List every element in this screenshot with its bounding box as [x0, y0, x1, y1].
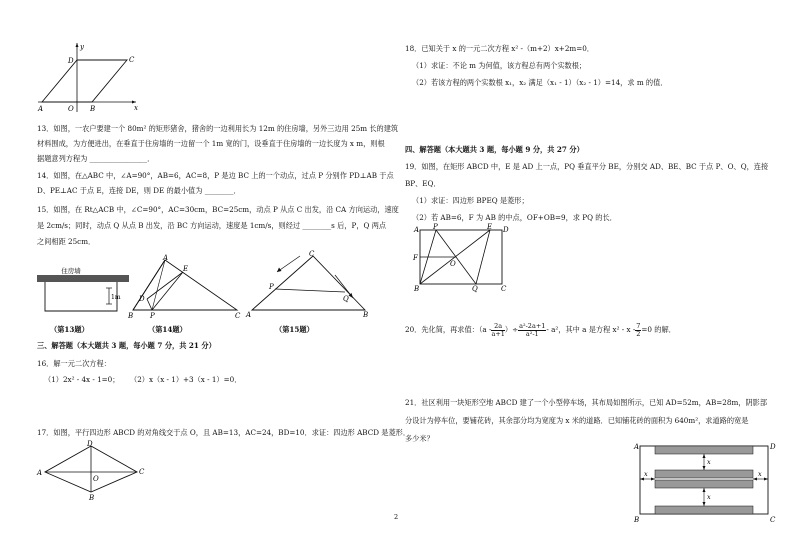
- fig21-x-bottom: x: [707, 493, 711, 501]
- page-number: 2: [394, 513, 399, 521]
- q20-fraction-1: [491, 323, 504, 338]
- q16-part-2: （2）x（x - 1）+3（x - 1）=0．: [130, 375, 242, 384]
- fig21-c: C: [770, 516, 776, 524]
- y-axis-label: y: [80, 43, 84, 51]
- fig14-a: A: [163, 254, 169, 262]
- q13-line-3: 据题意列方程为 ________________．: [37, 154, 155, 163]
- figure-17: [36, 440, 151, 500]
- fig21-b: B: [634, 516, 640, 524]
- fig21-d: D: [770, 443, 776, 451]
- point-o-label: O: [68, 105, 74, 113]
- figure-21: [630, 440, 780, 525]
- q17-line-1: 17．如图，平行四边形 ABCD 的对角线交于点 O，且 AB=13，AC=24，BD=10．求证：四边形 ABCD 是菱形．: [37, 428, 411, 437]
- fig14-p: P: [150, 312, 155, 320]
- q21-line-2: 分设计为停车位，要铺花砖，其余部分均为宽度为 x 米的道路．已知铺花砖的面积为 640m²，求道路的宽是: [405, 416, 749, 425]
- q20-f3-den: 2: [636, 329, 641, 338]
- fig19-a: A: [414, 226, 420, 234]
- fig21-x-right: x: [758, 470, 762, 478]
- fig17-o: O: [93, 475, 99, 483]
- fig21-x-top: x: [707, 458, 711, 466]
- q20-f1-den: a+1: [491, 329, 505, 338]
- wall-label: 住房墙: [61, 267, 81, 275]
- fig15-p: P: [269, 283, 274, 291]
- parking-strip-top: [655, 446, 753, 454]
- fig17-b: B: [89, 494, 95, 502]
- parking-strip-bottom: [655, 506, 753, 514]
- point-d-label: D: [68, 57, 74, 65]
- fig21-x-left: x: [644, 470, 648, 478]
- q14-line-1: 14．如图，在△ABC 中，∠A=90°，AB=6，AC=8，P 是边 BC 上的一个动点，过点 P 分别作 PD⊥AB 于点: [37, 171, 394, 180]
- figure-19: [410, 224, 510, 292]
- q20-f1-num: 2a: [491, 323, 504, 331]
- fig17-c: C: [139, 468, 145, 476]
- fig19-f: F: [413, 254, 418, 262]
- q19-part-2: （2）若 AB=6，F 为 AB 的中点，OF+OB=9，求 PQ 的长．: [412, 213, 617, 222]
- q18-part-1: （1）求证：不论 m 为何值，该方程总有两个实数根；: [412, 61, 587, 70]
- fig17-d: D: [87, 440, 93, 448]
- fig14-c: C: [235, 312, 241, 320]
- q19-line-1: 19．如图，在矩形 ABCD 中，E 是 AD 上一点，PQ 垂直平分 BE，分别交 AD、BE、BC 于点 P、O、Q，连接: [405, 162, 769, 171]
- q18-part-2: （2）若该方程的两个实数根 x₁，x₂ 满足（x₁ - 1）（x₂ - 1）=14，求 m 的值．: [412, 78, 668, 87]
- fig14-e: E: [183, 265, 189, 273]
- fig19-e: E: [487, 223, 493, 231]
- q20-f2-num: a²-2a+1: [519, 321, 546, 330]
- q20-open: （a -: [478, 325, 492, 334]
- q14-line-2: D、PE⊥AC 于点 E，连接 DE，则 DE 的最小值为 ________．: [37, 186, 241, 195]
- q20-fraction-2: [518, 323, 546, 338]
- q20-expression: [405, 320, 676, 340]
- figure-15: [245, 250, 370, 318]
- wall-shape: [37, 275, 129, 282]
- q21-line-3: 多少米？: [405, 434, 434, 443]
- q15-line-1: 15．如图，在 Rt△ACB 中，∠C=90°，AC=30cm，BC=25cm，动点 P 从点 C 出发，沿 CA 方向运动，速度: [37, 205, 399, 214]
- fig19-p: P: [433, 223, 438, 231]
- fig15-b: B: [363, 311, 369, 319]
- q18-line-1: 18．已知关于 x 的一元二次方程 x² -（m+2）x+2m=0．: [405, 44, 594, 53]
- fig15-caption: （第15题）: [275, 325, 314, 334]
- fig14-b: B: [128, 312, 134, 320]
- q15-line-2: 是 2cm/s；同时，动点 Q 从点 B 出发，沿 BC 方向运动，速度是 1cm/s，则经过 ________s 后，P，Q 两点: [37, 221, 387, 230]
- fig15-c: C: [309, 250, 315, 258]
- q16-part-1: （1）2x² - 4x - 1=0；: [44, 375, 120, 384]
- fig15-a: A: [246, 311, 252, 319]
- fig21-a: A: [634, 443, 640, 451]
- parking-strip-mid-1: [655, 470, 753, 478]
- q19-line-2: BP、EQ．: [405, 179, 441, 188]
- q13-line-1: 13．如图，一农户要建一个 80m² 的矩形猪舍，猪舍的一边利用长为 12m 的住房墙，另外三边用 25m 长的建筑: [37, 124, 399, 133]
- section-4-title: 四、解答题（本大题共 3 题，每小题 9 分，共 27 分）: [405, 145, 584, 154]
- q21-line-1: 21．社区利用一块矩形空地 ABCD 建了一个小型停车场，其布局如图所示，已知 AD=52m，AB=28m，阴影部: [405, 398, 768, 407]
- q15-line-3: 之间相距 25cm．: [37, 237, 96, 246]
- q20-f2-den: a²-1: [525, 329, 539, 338]
- fig19-c: C: [501, 285, 507, 293]
- figure-14: [125, 254, 240, 319]
- figure-13: [35, 266, 135, 316]
- point-c-label: C: [129, 56, 135, 64]
- fig19-d: D: [503, 226, 509, 234]
- q20-f3-num: 7: [636, 321, 641, 330]
- fig19-o: O: [450, 260, 456, 268]
- point-a-label: A: [38, 105, 44, 113]
- fig13-caption: （第13题）: [50, 325, 89, 334]
- fig17-a: A: [37, 469, 43, 477]
- fig14-caption: （第14题）: [148, 325, 187, 334]
- q19-part-1: （1）求证：四边形 BPEQ 是菱形；: [412, 196, 529, 205]
- q20-divide: ）÷: [504, 325, 519, 334]
- fig14-d: D: [139, 295, 145, 303]
- gap-label: 1m: [111, 294, 121, 301]
- q16-title: 16．解一元二次方程：: [37, 359, 111, 368]
- section-3-title: 三、解答题（本大题共 3 题，每小题 7 分，共 21 分）: [37, 341, 216, 350]
- fig19-q: Q: [472, 285, 478, 293]
- q20-minus: - a²，其中 a 是方程 x² - x -: [546, 325, 636, 334]
- fig15-q: Q: [343, 295, 349, 303]
- q20-prefix: 20．先化简，再求值：: [405, 325, 479, 334]
- parking-strip-mid-2: [655, 480, 753, 488]
- fig19-b: B: [414, 285, 420, 293]
- q13-line-2: 材料围成，为方便进出，在垂直于住房墙的一边留一个 1m 宽的门，设垂直于住房墙的一边长度为 x m，则根: [37, 139, 385, 148]
- point-b-label: B: [90, 105, 96, 113]
- parallelogram-axes-figure: [30, 40, 140, 115]
- q20-suffix: =0 的解．: [641, 325, 676, 334]
- x-axis-label: x: [134, 104, 138, 112]
